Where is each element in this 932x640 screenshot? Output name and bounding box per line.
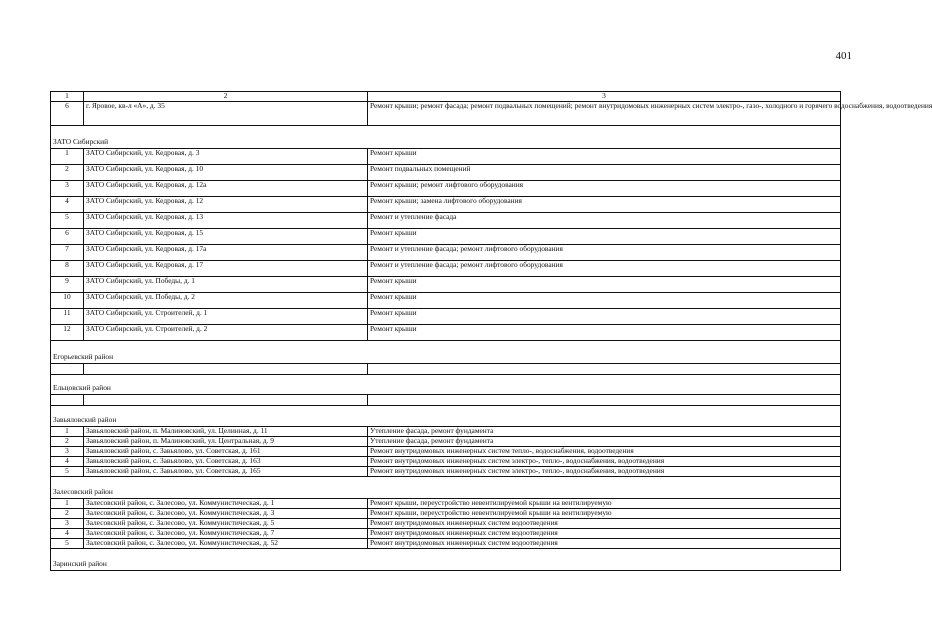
- row-work: Ремонт крыши; ремонт лифтового оборудования: [368, 180, 841, 196]
- row-work: Утепление фасада, ремонт фундамента: [368, 436, 841, 446]
- row-work: Ремонт внутридомовых инженерных систем водоотведения: [368, 518, 841, 528]
- row-address: ЗАТО Сибирский, ул. Строителей, д. 1: [84, 308, 368, 324]
- district-heading: [51, 353, 841, 363]
- row-address: ЗАТО Сибирский, ул. Кедровая, д. 12: [84, 196, 368, 212]
- row-number: 2: [51, 436, 84, 446]
- table-row: [51, 538, 841, 548]
- district-heading: [51, 416, 841, 426]
- table-row: [51, 456, 841, 466]
- row-number: 5: [51, 212, 84, 228]
- row-address: Залесовский район, с. Залесово, ул. Коммунистическая, д. 52: [84, 538, 368, 548]
- row-address: ЗАТО Сибирский, ул. Строителей, д. 2: [84, 324, 368, 340]
- district-heading: [51, 138, 841, 148]
- table-row: [51, 260, 841, 276]
- row-number: 4: [51, 528, 84, 538]
- row-address: Залесовский район, с. Залесово, ул. Коммунистическая, д. 7: [84, 528, 368, 538]
- row-address: Завьяловский район, п. Малиновский, ул. Центральная, д. 9: [84, 436, 368, 446]
- row-work: Ремонт внутридомовых инженерных систем тепло-, водоснабжения, водоотведения: [368, 446, 841, 456]
- table-row: [51, 292, 841, 308]
- table-row: [51, 324, 841, 340]
- table-row: [51, 466, 841, 476]
- table-row: [51, 276, 841, 292]
- row-address: Завьяловский район, п. Малиновский, ул. Целинная, д. 11: [84, 426, 368, 436]
- row-address: Завьяловский район, с. Завьялово, ул. Советская, д. 163: [84, 456, 368, 466]
- column-header-2: 2: [84, 92, 368, 102]
- table-row: [51, 101, 841, 125]
- repair-register-table: [50, 91, 932, 571]
- table-row: [51, 308, 841, 324]
- row-number: 3: [51, 180, 84, 196]
- district-title: Егорьевский район: [51, 353, 841, 363]
- row-address: ЗАТО Сибирский, ул. Кедровая, д. 13: [84, 212, 368, 228]
- row-number: 6: [51, 101, 84, 125]
- table-row: [51, 212, 841, 228]
- table-row: [51, 498, 841, 508]
- row-address: ЗАТО Сибирский, ул. Кедровая, д. 10: [84, 164, 368, 180]
- row-number: 7: [51, 244, 84, 260]
- row-number: 1: [51, 498, 84, 508]
- row-number: 9: [51, 276, 84, 292]
- district-title: Залесовский район: [51, 488, 841, 498]
- table-row: [51, 436, 841, 446]
- row-address: Залесовский район, с. Залесово, ул. Коммунистическая, д. 5: [84, 518, 368, 528]
- row-work: Ремонт крыши; замена лифтового оборудования: [368, 196, 841, 212]
- row-work: Ремонт крыши: [368, 276, 841, 292]
- row-address: ЗАТО Сибирский, ул. Кедровая, д. 17а: [84, 244, 368, 260]
- table-row: [51, 196, 841, 212]
- district-heading: [51, 558, 841, 570]
- row-number: 1: [51, 426, 84, 436]
- row-number: 1: [51, 148, 84, 164]
- row-number: 11: [51, 308, 84, 324]
- row-work: Ремонт крыши: [368, 324, 841, 340]
- row-work: Ремонт и утепление фасада: [368, 212, 841, 228]
- district-title: Завьяловский район: [51, 416, 841, 426]
- row-number: 4: [51, 456, 84, 466]
- column-header-3: 3: [368, 92, 841, 102]
- district-title: ЗАТО Сибирский: [51, 138, 841, 148]
- page-number: 401: [835, 50, 852, 62]
- column-number-row: [51, 92, 841, 102]
- row-work: Ремонт крыши, переустройство невентилируемой крыши на вентилируемую: [368, 498, 841, 508]
- row-work: Ремонт крыши: [368, 292, 841, 308]
- row-work: Ремонт и утепление фасада; ремонт лифтового оборудования: [368, 260, 841, 276]
- empty-row: [51, 394, 841, 405]
- table-row: [51, 164, 841, 180]
- row-number: 4: [51, 196, 84, 212]
- table-row: [51, 244, 841, 260]
- row-work: Утепление фасада, ремонт фундамента: [368, 426, 841, 436]
- row-work: Ремонт внутридомовых инженерных систем водоотведения: [368, 528, 841, 538]
- row-address: Залесовский район, с. Залесово, ул. Коммунистическая, д. 1: [84, 498, 368, 508]
- row-number: 6: [51, 228, 84, 244]
- row-number: 5: [51, 538, 84, 548]
- row-number: 2: [51, 164, 84, 180]
- table-row: [51, 180, 841, 196]
- row-address: ЗАТО Сибирский, ул. Кедровая, д. 17: [84, 260, 368, 276]
- row-work: Ремонт крыши, переустройство невентилируемой крыши на вентилируемую: [368, 508, 841, 518]
- row-address: ЗАТО Сибирский, ул. Кедровая, д. 15: [84, 228, 368, 244]
- row-work: Ремонт внутридомовых инженерных систем водоотведения: [368, 538, 841, 548]
- row-work: Ремонт подвальных помещений: [368, 164, 841, 180]
- district-title: Ельцовский район: [51, 384, 841, 394]
- row-address: Залесовский район, с. Залесово, ул. Коммунистическая, д. 3: [84, 508, 368, 518]
- row-number: 8: [51, 260, 84, 276]
- table-row: [51, 148, 841, 164]
- table-row: [51, 528, 841, 538]
- table-row: [51, 446, 841, 456]
- row-address: ЗАТО Сибирский, ул. Кедровая, д. 3: [84, 148, 368, 164]
- row-work: Ремонт крыши: [368, 308, 841, 324]
- row-work: Ремонт внутридомовых инженерных систем электро-, тепло-, водоснабжения, водоотведения: [368, 466, 841, 476]
- table-row: [51, 508, 841, 518]
- row-address: Завьяловский район, с. Завьялово, ул. Советская, д. 161: [84, 446, 368, 456]
- row-number: 2: [51, 508, 84, 518]
- row-work: Ремонт крыши; ремонт фасада; ремонт подвальных помещений; ремонт внутридомовых инженерных систем электро-, газо-, холодного и горячего водоснабжения, водоотведения: [368, 101, 841, 125]
- row-number: 10: [51, 292, 84, 308]
- row-address: Завьяловский район, с. Завьялово, ул. Советская, д. 165: [84, 466, 368, 476]
- row-number: 3: [51, 446, 84, 456]
- row-work: Ремонт и утепление фасада; ремонт лифтового оборудования: [368, 244, 841, 260]
- district-title: Заринский район: [51, 558, 841, 570]
- district-heading: [51, 384, 841, 394]
- row-address: ЗАТО Сибирский, ул. Победы, д. 2: [84, 292, 368, 308]
- row-address: ЗАТО Сибирский, ул. Кедровая, д. 12а: [84, 180, 368, 196]
- row-work: Ремонт крыши: [368, 228, 841, 244]
- table-row: [51, 228, 841, 244]
- row-address: г. Яровое, кв-л «А», д. 35: [84, 101, 368, 125]
- row-number: 3: [51, 518, 84, 528]
- row-number: 12: [51, 324, 84, 340]
- row-number: 5: [51, 466, 84, 476]
- district-heading: [51, 488, 841, 498]
- row-address: ЗАТО Сибирский, ул. Победы, д. 1: [84, 276, 368, 292]
- column-header-1: 1: [51, 92, 84, 102]
- table-row: [51, 518, 841, 528]
- row-work: Ремонт внутридомовых инженерных систем электро-, тепло-, водоснабжения, водоотведения: [368, 456, 841, 466]
- row-work: Ремонт крыши: [368, 148, 841, 164]
- empty-row: [51, 363, 841, 374]
- table-row: [51, 426, 841, 436]
